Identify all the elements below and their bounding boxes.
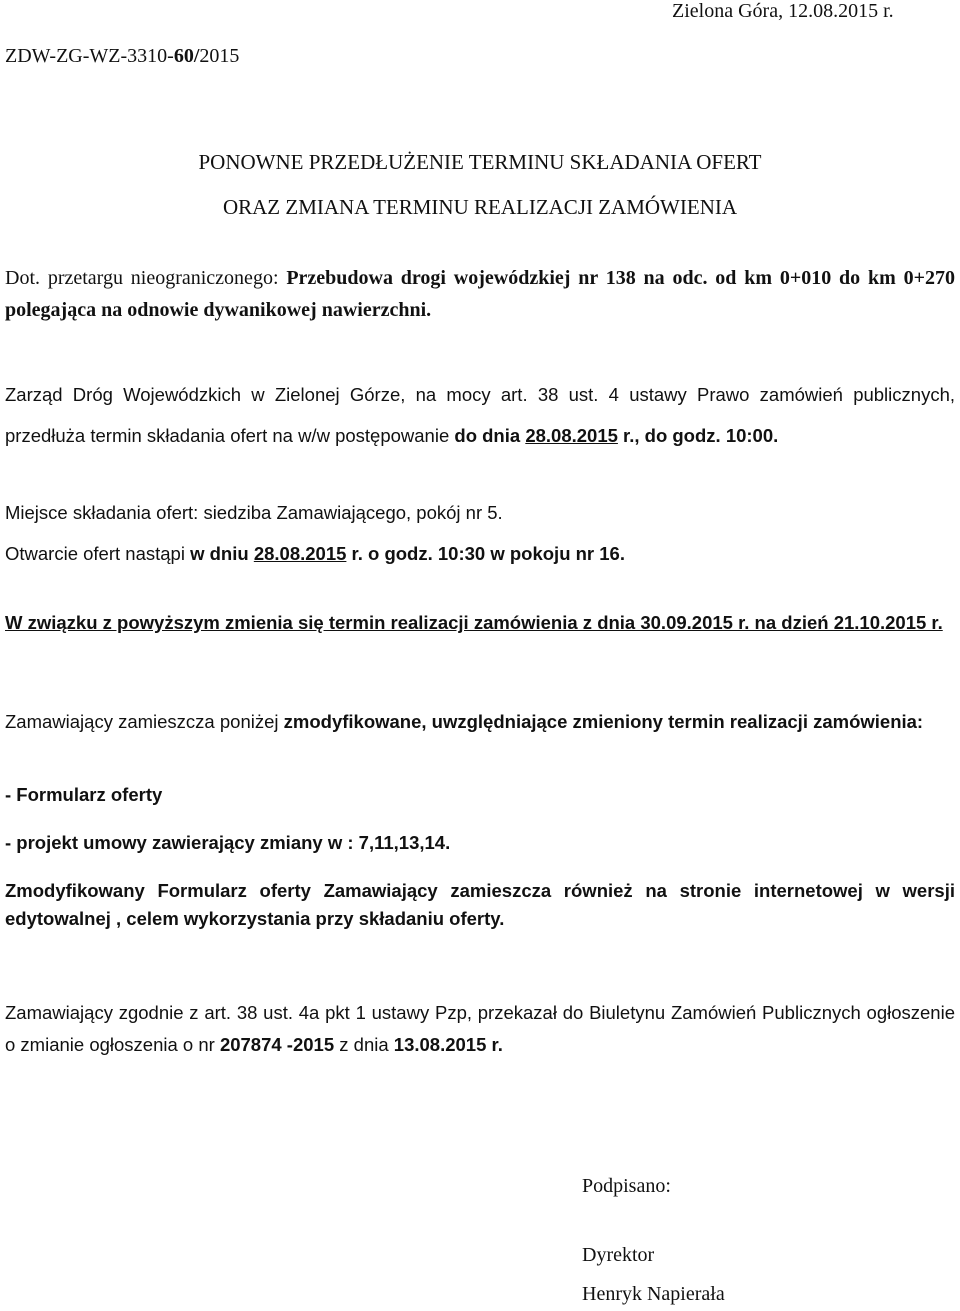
reference-suffix: 2015 — [199, 45, 240, 67]
extension-deadline-prefix: do dnia — [454, 425, 526, 446]
list-item-form: - Formularz oferty — [5, 784, 163, 805]
bulletin-number: 207874 -2015 — [219, 1034, 335, 1055]
signed-label: Podpisano: — [582, 1175, 671, 1197]
documents-text: Zamawiający zamieszcza poniżej — [5, 711, 284, 732]
extension-deadline-suffix: r., do godz. 10:00. — [617, 425, 779, 446]
signatory-name: Henryk Napierała — [582, 1283, 725, 1305]
subject-prefix: Dot. przetargu nieograniczonego: — [5, 267, 287, 289]
opening-date-prefix: w dniu — [190, 543, 254, 564]
place-date: Zielona Góra, 12.08.2015 r. — [672, 0, 894, 22]
extension-paragraph — [5, 374, 955, 456]
documents-bold: zmodyfikowane, uwzględniające zmieniony termin realizacji zamówienia: — [283, 711, 924, 732]
bulletin-paragraph — [5, 997, 955, 1061]
submission-place: Miejsce składania ofert: siedziba Zamawiającego, pokój nr 5. — [5, 502, 503, 523]
list-item-contract: - projekt umowy zawierający zmiany w : 7,11,13,14. — [5, 832, 451, 853]
editable-form-paragraph: Zmodyfikowany Formularz oferty Zamawiający zamieszcza również na stronie internetowej w wersji edytowalnej , celem wykorzystania przy składaniu oferty. — [5, 880, 955, 929]
document-title-line-1: PONOWNE PRZEDŁUŻENIE TERMINU SKŁADANIA OFERT — [198, 150, 762, 174]
opening-text: Otwarcie ofert nastąpi — [5, 543, 191, 564]
extension-text: Zarząd Dróg Wojewódzkich w Zielonej Górze, na mocy art. 38 ust. 4 ustawy Prawo zamówień publicznych, przedłuża termin składania ofert na w/w postępowanie — [5, 384, 955, 446]
reference-number — [5, 45, 239, 68]
opening-date: 28.08.2015 — [253, 543, 347, 564]
opening-date-suffix: r. o godz. 10:30 w pokoju nr 16. — [346, 543, 625, 564]
completion-change-paragraph: W związku z powyższym zmienia się termin realizacji zamówienia z dnia 30.09.2015 r. na dzień 21.10.2015 r. — [5, 612, 943, 633]
subject-paragraph — [5, 262, 955, 326]
bulletin-date: 13.08.2015 r. — [393, 1034, 503, 1055]
signatory-role: Dyrektor — [582, 1244, 655, 1266]
bulletin-text: Zamawiający zgodnie z art. 38 ust. 4a pkt 1 ustawy Pzp, przekazał do Biuletynu Zamówień Publicznych ogłoszenie o zmianie ogłoszenia o nr — [5, 1002, 955, 1055]
reference-bold: 60/ — [173, 45, 200, 67]
reference-prefix: ZDW-ZG-WZ-3310- — [5, 45, 174, 67]
documents-paragraph — [5, 706, 955, 738]
opening-line — [5, 543, 625, 565]
extension-deadline-date: 28.08.2015 — [525, 425, 618, 446]
document-title-line-2: ORAZ ZMIANA TERMINU REALIZACJI ZAMÓWIENIA — [222, 195, 738, 219]
bulletin-mid: z dnia — [334, 1034, 394, 1055]
subject-text: Przebudowa drogi wojewódzkiej nr 138 na odc. od km 0+010 do km 0+270 polegająca na odnowie dywanikowej nawierzchni. — [5, 267, 955, 321]
